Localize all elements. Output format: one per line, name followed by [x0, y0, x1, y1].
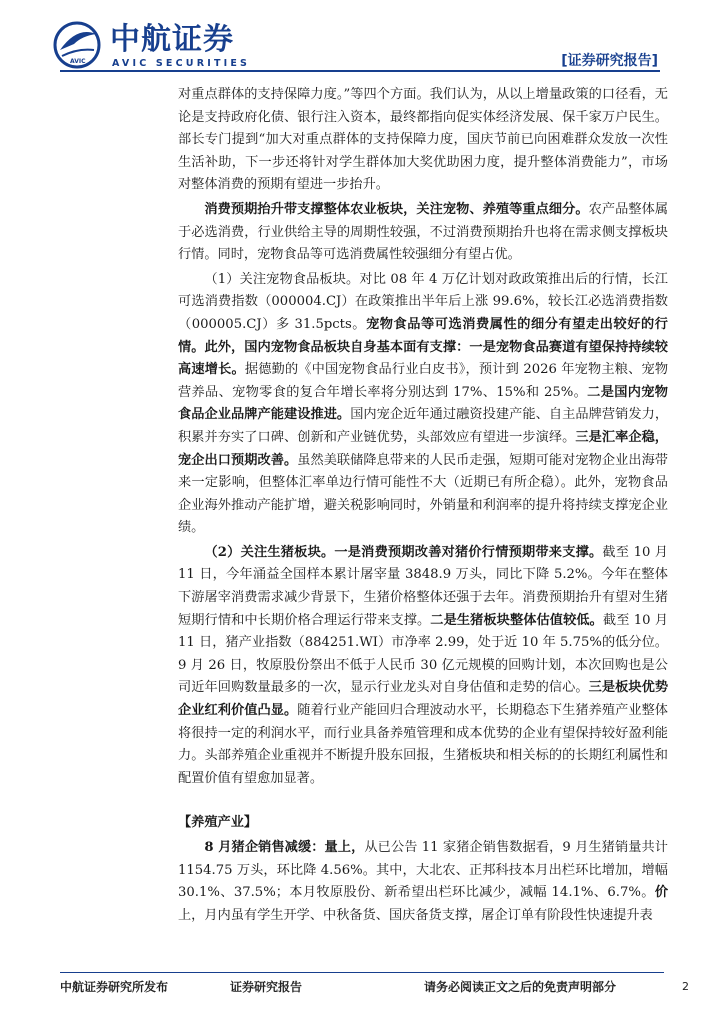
footer-publisher: 中航证券研究所发布 [60, 980, 169, 994]
pet-text-d: 二是国内宠物食品企业品牌产能建设推进。 [178, 384, 668, 423]
section-spacer [178, 790, 668, 798]
paragraph-hog-sales [178, 837, 668, 927]
paragraph-policy: 对重点群体的支持保障力度。”等四个方面。我们认为，从以上增量政策的口径看，无论是支持政府化债、银行注入资本，最终都指向促实体经济发展、保千家万户民生。部长专门提到“加大对重点群体的支持保障力度，国庆节前已向困难群众发放一次性生活补助，下一步还将针对学生群体加大奖优助困力度，提升整体消费能力”，市场对整体消费的预期有望进一步抬升。 [178, 87, 668, 193]
sales-text: 从已公告 11 家猪企销售数据看，9 月生猪销量共计 1154.75 万头，环比降 4.56%。其中，大北农、正邦科技本月出栏环比增加，增幅 30.1%、37.5%；本月牧原股份、新希望出栏环比减少，减幅 14.1%、6.7%。 [178, 840, 668, 901]
logo-english-name: AVIC SECURITIES [112, 58, 251, 69]
footer-disclaimer: 请务必阅读正文之后的免责声明部分 [424, 980, 617, 994]
report-body [178, 84, 668, 927]
hog-text-b: 截至 10 月 11 日，今年涌益全国样本累计屠宰量 3848.9 万头，同比下降 5.2%。今年在整体下游屠宰消费需求减少背景下，生猪价格整体还强于去年。消费预期抬升有望对生猪短期行情和中长期价格合理运行带来支撑。 [178, 544, 668, 628]
pet-text-b: 宠物食品等可选消费属性的细分有望走出较好的行情。此外，国内宠物食品板块自身基本面有支撑：一是宠物食品赛道有望保持持续较高速增长。 [178, 316, 668, 378]
page-number: 2 [682, 980, 689, 993]
company-logo [52, 20, 262, 70]
header-divider [60, 70, 660, 72]
sales-price-text: 上，月内虽有学生开学、中秋备货、国庆备货支撑，屠企订单有阶段性快速提升表 [178, 907, 653, 923]
pet-text-f: 三是汇率企稳，宠企出口预期改善。 [178, 429, 668, 468]
pet-text-c: 据德勤的《中国宠物食品行业白皮书》，预计到 2026 年宠物主粮、宠物营养品、宠物零食的复合年增长率将分别达到 17%、15%和 25%。 [178, 362, 669, 400]
sales-lead: 8 月猪企销售减缓：量上， [204, 840, 365, 855]
footer-divider [60, 972, 664, 973]
footer-report-type: 证券研究报告 [230, 980, 303, 994]
hog-text-c: 二是生猪板块整体估值较低。 [430, 612, 603, 628]
hog-text-a: （2）关注生猪板块。一是消费预期改善对猪价行情预期带来支撑。 [204, 544, 603, 560]
page-footer [60, 972, 690, 1002]
pet-text-g: 虽然美联储降息带来的人民币走强，短期可能对宠物企业出海带来一定影响，但整体汇率单边行情可能性不大（近期已有所企稳）。此外，宠物食品企业海外推动产能扩增，避关税影响同时，外销量和利润率的提升将持续支撑宠企业绩。 [178, 452, 668, 536]
paragraph-agri-lead: 消费预期抬升带支撑整体农业板块，关注宠物、养殖等重点细分。 [204, 201, 589, 217]
pet-text-e: 国内宠企近年通过融资投建产能、自主品牌营销发力，积累并夯实了口碑、创新和产业链优势，头部效应有望进一步演绎。 [178, 407, 669, 445]
paragraph-pet-food [178, 269, 668, 540]
paragraph-agri-overview [178, 199, 668, 267]
report-type-tag: [证券研究报告] [561, 53, 658, 69]
sales-price-lead: 价 [654, 885, 668, 901]
paragraph-hog [178, 542, 668, 791]
hog-text-d: 截至 10 月 11 日，猪产业指数（884251.WI）市净率 2.99，处于近 10 年 5.75%的低分位。9 月 26 日，牧原股份祭出不低于人民币 30 亿元规模的回购计划，本次回购也是公司近年回购数量最多的一次，显示行业龙头对自身估值和走势的信心。 [178, 612, 669, 696]
section-title-breeding: 【养殖产业】 [178, 815, 258, 831]
logo-mark-text: AVIC [70, 58, 86, 65]
pet-text-a: （1）关注宠物食品板块。对比 08 年 4 万亿计划对政政策推出后的行情，长江可选消费指数（000004.CJ）在政策推出半年后上涨 99.6%，较长江必选消费指数（000005.CJ）多 31.5pcts。 [178, 271, 668, 332]
paragraph-agri-text: 农产品整体属于必选消费，行业供给主导的周期性较强，不过消费预期抬升也将在需求侧支撑板块行情。同时，宠物食品等可选消费属性较强细分有望占优。 [178, 201, 669, 263]
page-header [0, 0, 724, 80]
logo-chinese-name: 中航证券 [110, 22, 234, 57]
hog-text-e: 三是板块优势企业红利价值凸显。 [178, 680, 669, 719]
avic-logo-icon [52, 20, 102, 70]
hog-text-f: 随着行业产能回归合理波动水平，长期稳态下生猪养殖产业整体将很持一定的利润水平，而行业具备养殖管理和成本优势的企业有望保持较好盈利能力。头部养殖企业重视并不断提升股东回报，生猪板块和相关标的的长期红利属性和配置价值有望愈加显著。 [178, 703, 668, 786]
